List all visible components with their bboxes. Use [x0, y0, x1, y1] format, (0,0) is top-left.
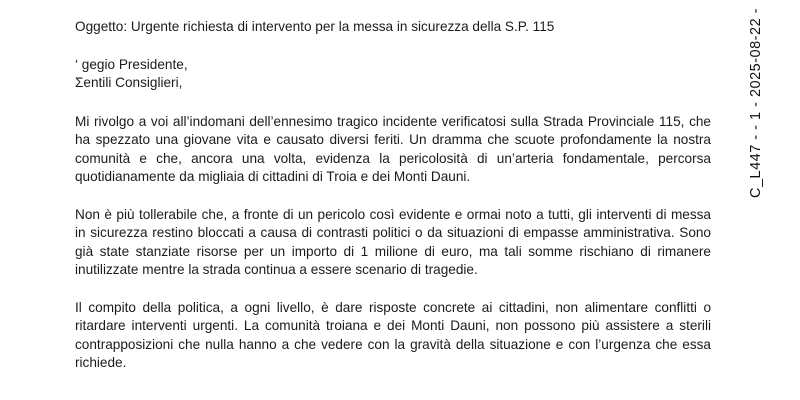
- letter-subject: Oggetto: Urgente richiesta di intervento per la messa in sicurezza della S.P. 115: [75, 19, 555, 34]
- paragraph-2: Non è più tollerabile che, a fronte di un pericolo così evidente e ormai noto a tutti, gli interventi di messa in sicurezza restino bloccati a causa di contrasti politici o da situazioni di empasse amministrativa. Sono già state stanziate risorse per un importo di 1 milione di euro, ma tali somme rischiano di rimanere inutilizzate mentre la strada continua a essere scenario di tragedie.: [75, 206, 711, 277]
- letter-body: [75, 18, 711, 392]
- salutation-president: ‘ gegio Presidente,: [75, 56, 188, 72]
- protocol-reference: C_L447 - - 1 - 2025-08-22 -: [748, 8, 764, 199]
- paragraph-1: Mi rivolgo a voi all’indomani dell’ennesimo tragico incidente verificatosi sulla Strada Provinciale 115, che ha spezzato una giovane vita e causato diversi feriti. Un dramma che scuote profondamente la nostra comunità e che, ancora una volta, evidenza la pericolosità di un’arteria fondamentale, percorsa quotidianamente da migliaia di cittadini di Troia e dei Monti Dauni.: [75, 113, 711, 184]
- paragraph-3: Il compito della politica, a ogni livello, è dare risposte concrete ai cittadini, non alimentare conflitti o ritardare interventi urgenti. La comunità troiana e dei Monti Dauni, non possono più assistere a sterili contrapposizioni che nulla hanno a che vedere con la gravità della situazione e con l’urgenza che essa richiede.: [75, 299, 711, 370]
- letter-salutation: [75, 56, 711, 93]
- salutation-councillors: Ʃentili Consiglieri,: [75, 75, 183, 90]
